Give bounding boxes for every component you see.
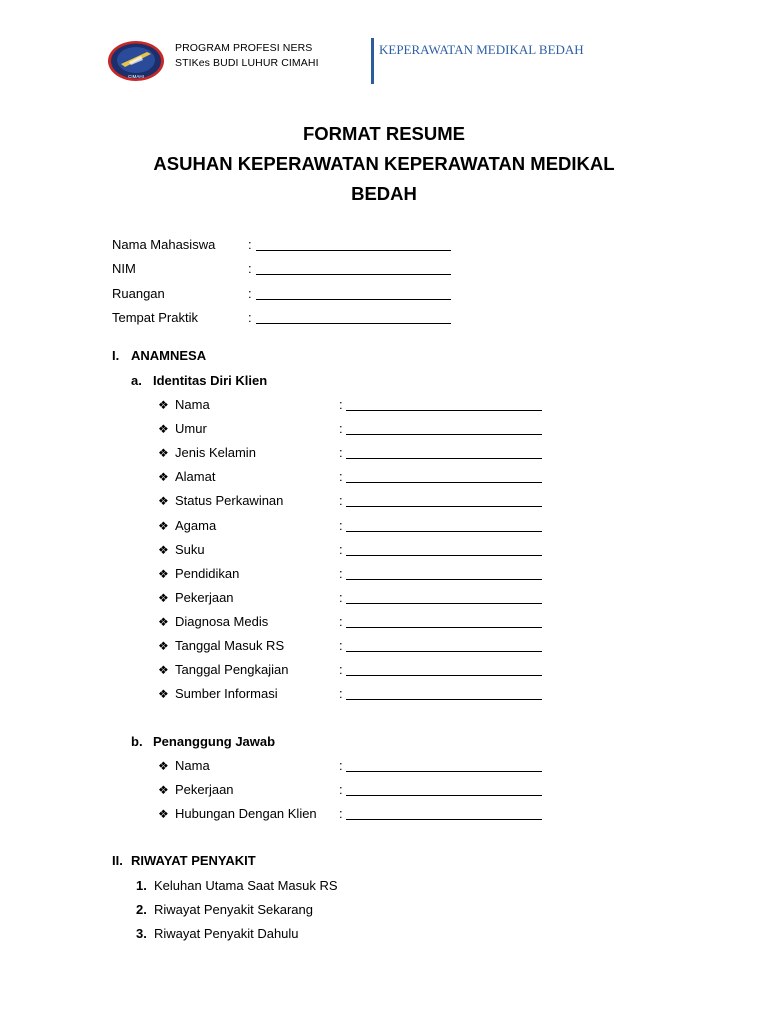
student-field-blank — [256, 323, 451, 324]
list-item: Riwayat Penyakit Dahulu — [154, 926, 299, 941]
field-colon: : — [339, 686, 343, 702]
bullet-icon: ❖ — [158, 518, 169, 533]
form-field-blank — [346, 482, 542, 483]
student-field-blank — [256, 274, 451, 275]
student-field-blank — [256, 299, 451, 300]
form-field-blank — [346, 795, 542, 796]
list-item: Riwayat Penyakit Sekarang — [154, 902, 313, 917]
field-colon: : — [339, 469, 343, 485]
field-colon: : — [339, 589, 343, 605]
form-field-label: Tanggal Pengkajian — [175, 662, 289, 678]
field-colon: : — [248, 261, 252, 276]
list-item-number: 1. — [136, 878, 147, 893]
form-field-label: Hubungan Dengan Klien — [175, 806, 317, 821]
document-subtitle: ASUHAN KEPERAWATAN KEPERAWATAN MEDIKAL — [153, 153, 615, 174]
institution-name: STIKes BUDI LUHUR CIMAHI — [175, 57, 319, 69]
form-field-blank — [346, 771, 542, 772]
subsection-a-letter: a. — [131, 373, 142, 388]
form-field-label: Tanggal Masuk RS — [175, 638, 285, 653]
form-field-blank — [346, 506, 542, 507]
bullet-icon: ❖ — [158, 566, 169, 581]
header-divider — [371, 38, 374, 84]
form-field-label: Sumber Informasi — [175, 686, 278, 702]
department-title: KEPERAWATAN MEDIKAL BEDAH — [379, 42, 584, 57]
field-colon: : — [339, 445, 343, 461]
field-colon: : — [339, 397, 343, 412]
document-subtitle-cont: BEDAH — [351, 183, 417, 204]
form-field-blank — [346, 627, 542, 628]
bullet-icon: ❖ — [158, 422, 169, 437]
bullet-icon: ❖ — [158, 446, 169, 461]
bullet-icon: ❖ — [158, 759, 169, 773]
form-field-label: Diagnosa Medis — [175, 613, 269, 629]
form-field-blank — [346, 651, 542, 652]
bullet-icon: ❖ — [158, 663, 169, 678]
form-field-label: Jenis Kelamin — [175, 445, 256, 461]
form-field-label: Pekerjaan — [175, 589, 234, 605]
bullet-icon: ❖ — [158, 807, 169, 821]
form-field-blank — [346, 555, 542, 556]
list-item: Keluhan Utama Saat Masuk RS — [154, 878, 338, 893]
field-colon: : — [339, 662, 343, 678]
list-item-number: 2. — [136, 902, 147, 917]
form-field-blank — [346, 603, 542, 604]
field-colon: : — [339, 517, 343, 533]
field-colon: : — [339, 758, 343, 773]
form-field-label: Suku — [175, 541, 205, 557]
form-field-blank — [346, 531, 542, 532]
bullet-icon: ❖ — [158, 614, 169, 629]
field-colon: : — [248, 237, 252, 252]
student-field-blank — [256, 250, 451, 251]
bullet-icon: ❖ — [158, 590, 169, 605]
bullet-icon: ❖ — [158, 494, 169, 509]
list-item-number: 3. — [136, 926, 147, 941]
bullet-icon: ❖ — [158, 639, 169, 653]
bullet-icon: ❖ — [158, 470, 169, 485]
student-field-label: Nama Mahasiswa — [112, 237, 216, 252]
form-field-label: Pekerjaan — [175, 782, 234, 797]
field-colon: : — [339, 806, 343, 821]
field-colon: : — [339, 638, 343, 653]
form-field-label: Pendidikan — [175, 565, 240, 581]
field-colon: : — [339, 541, 343, 557]
form-field-label: Nama — [175, 758, 210, 773]
document-title: FORMAT RESUME — [302, 123, 466, 144]
form-field-label: Agama — [175, 517, 217, 533]
student-field-label: NIM — [112, 261, 136, 276]
form-field-blank — [346, 458, 542, 459]
section-2-number: II. — [112, 853, 123, 868]
form-field-blank — [346, 410, 542, 411]
section-1-number: I. — [112, 348, 120, 363]
form-field-label: Nama — [175, 397, 210, 412]
form-field-blank — [346, 434, 542, 435]
field-colon: : — [339, 613, 343, 629]
institution-program: PROGRAM PROFESI NERS — [175, 42, 313, 54]
form-field-label: Umur — [175, 421, 207, 437]
bullet-icon: ❖ — [158, 687, 169, 702]
field-colon: : — [339, 421, 343, 437]
form-field-blank — [346, 579, 542, 580]
form-field-blank — [346, 819, 542, 820]
form-field-blank — [346, 699, 542, 700]
student-field-label: Tempat Praktik — [112, 310, 198, 325]
bullet-icon: ❖ — [158, 398, 169, 412]
subsection-b-letter: b. — [131, 734, 143, 749]
institution-logo — [107, 40, 165, 82]
field-colon: : — [248, 310, 252, 325]
subsection-a-title: Identitas Diri Klien — [153, 373, 268, 388]
form-field-blank — [346, 675, 542, 676]
section-2-title: RIWAYAT PENYAKIT — [131, 853, 256, 868]
subsection-b-title: Penanggung Jawab — [153, 734, 276, 749]
bullet-icon: ❖ — [158, 783, 169, 797]
student-field-label: Ruangan — [112, 286, 165, 301]
form-field-label: Alamat — [175, 469, 216, 485]
field-colon: : — [339, 782, 343, 797]
bullet-icon: ❖ — [158, 542, 169, 557]
form-field-label: Status Perkawinan — [175, 493, 284, 509]
svg-text:CIMAHI: CIMAHI — [128, 74, 144, 79]
section-1-title: ANAMNESA — [131, 348, 207, 363]
field-colon: : — [339, 493, 343, 509]
field-colon: : — [248, 286, 252, 301]
field-colon: : — [339, 565, 343, 581]
